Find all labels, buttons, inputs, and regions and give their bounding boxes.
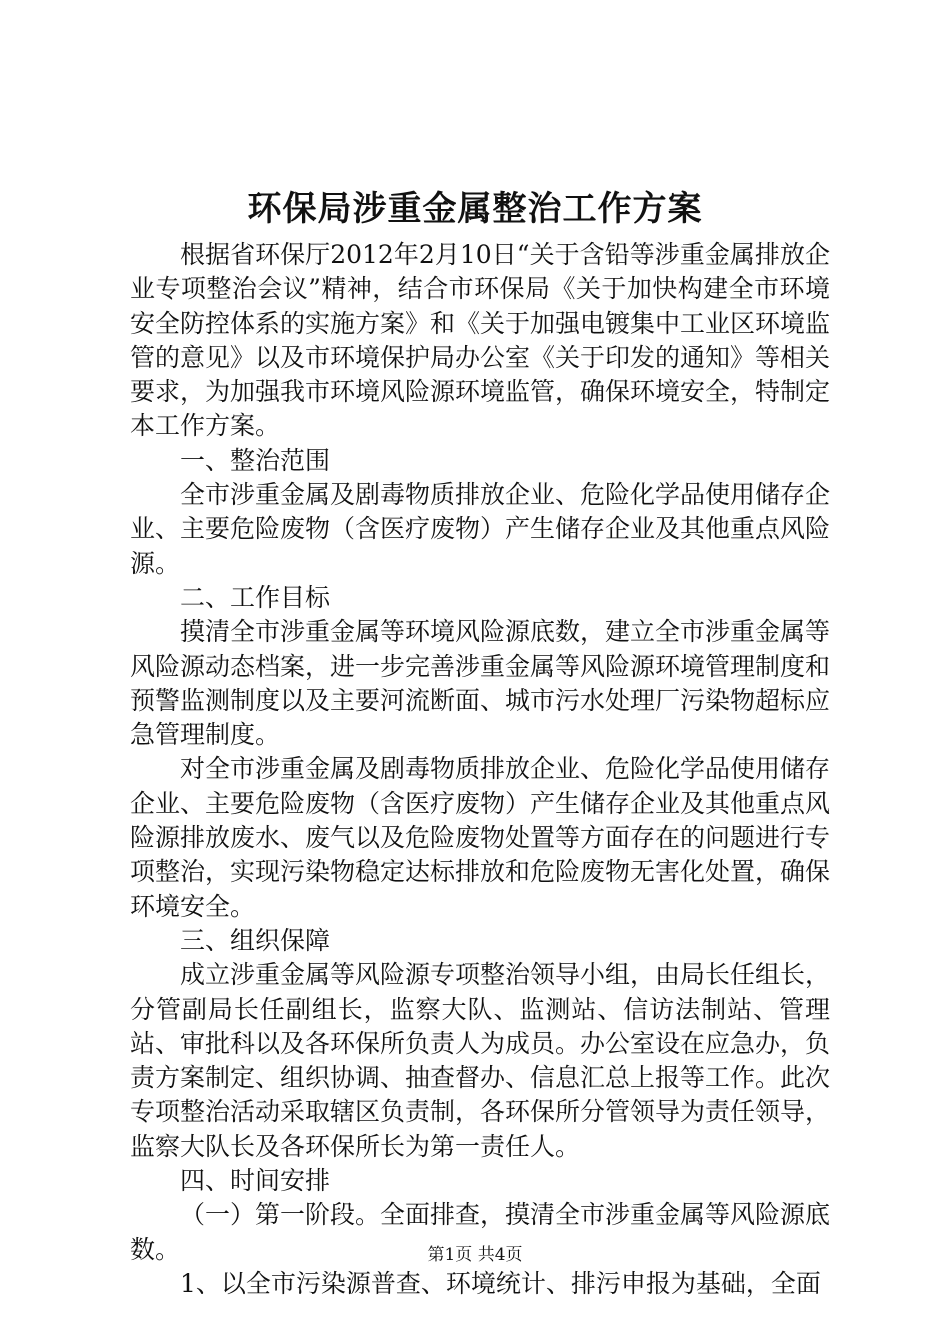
paragraph-goals-2: 对全市涉重金属及剧毒物质排放企业、危险化学品使用储存企业、主要危险废物（含医疗废物）产生储存企业及其他重点风险源排放废水、废气以及危险废物处置等方面存在的问题进行专项整治，实现污染物稳定达标排放和危险废物无害化处置，确保环境安全。 [130, 754, 831, 921]
document-title: 环保局涉重金属整治工作方案 [247, 189, 703, 229]
document-body [130, 238, 830, 1301]
paragraph-goals-1: 摸清全市涉重金属等环境风险源底数，建立全市涉重金属等风险源动态档案，进一步完善涉重金属等风险源环境管理制度和预警监测制度以及主要河流断面、城市污水处理厂污染物超标应急管理制度。 [130, 617, 831, 750]
paragraph-organization: 成立涉重金属等风险源专项整治领导小组，由局长任组长，分管副局长任副组长，监察大队、监测站、信访法制站、管理站、审批科以及各环保所负责人为成员。办公室设在应急办，负责方案制定、组织协调、抽查督办、信息汇总上报等工作。此次专项整治活动采取辖区负责制，各环保所分管领导为责任领导，监察大队长及各环保所长为第一责任人。 [130, 960, 831, 1161]
section-heading-schedule: 四、时间安排 [180, 1166, 331, 1196]
paragraph-intro: 根据省环保厅2012年2月10日“关于含铅等涉重金属排放企业专项整治会议”精神，结合市环保局《关于加快构建全市环境安全防控体系的实施方案》和《关于加强电镀集中工业区环境监管的意见》以及市环境保护局办公室《关于印发的通知》等相关要求，为加强我市环境风险源环境监管，确保环境安全，特制定本工作方案。 [130, 240, 831, 441]
section-heading-goals: 二、工作目标 [180, 582, 331, 612]
paragraph-phase-one: （一）第一阶段。全面排查，摸清全市涉重金属等风险源底数。 [130, 1200, 831, 1264]
paragraph-scope: 全市涉重金属及剧毒物质排放企业、危险化学品使用储存企业、主要危险废物（含医疗废物）产生储存企业及其他重点风险源。 [130, 480, 831, 578]
section-heading-organization: 三、组织保障 [180, 925, 331, 955]
section-heading-scope: 一、整治范围 [180, 445, 331, 475]
paragraph-item-one: 1、以全市污染源普查、环境统计、排污申报为基础，全面 [180, 1268, 821, 1298]
page-number-footer: 第1页 共4页 [427, 1245, 523, 1265]
